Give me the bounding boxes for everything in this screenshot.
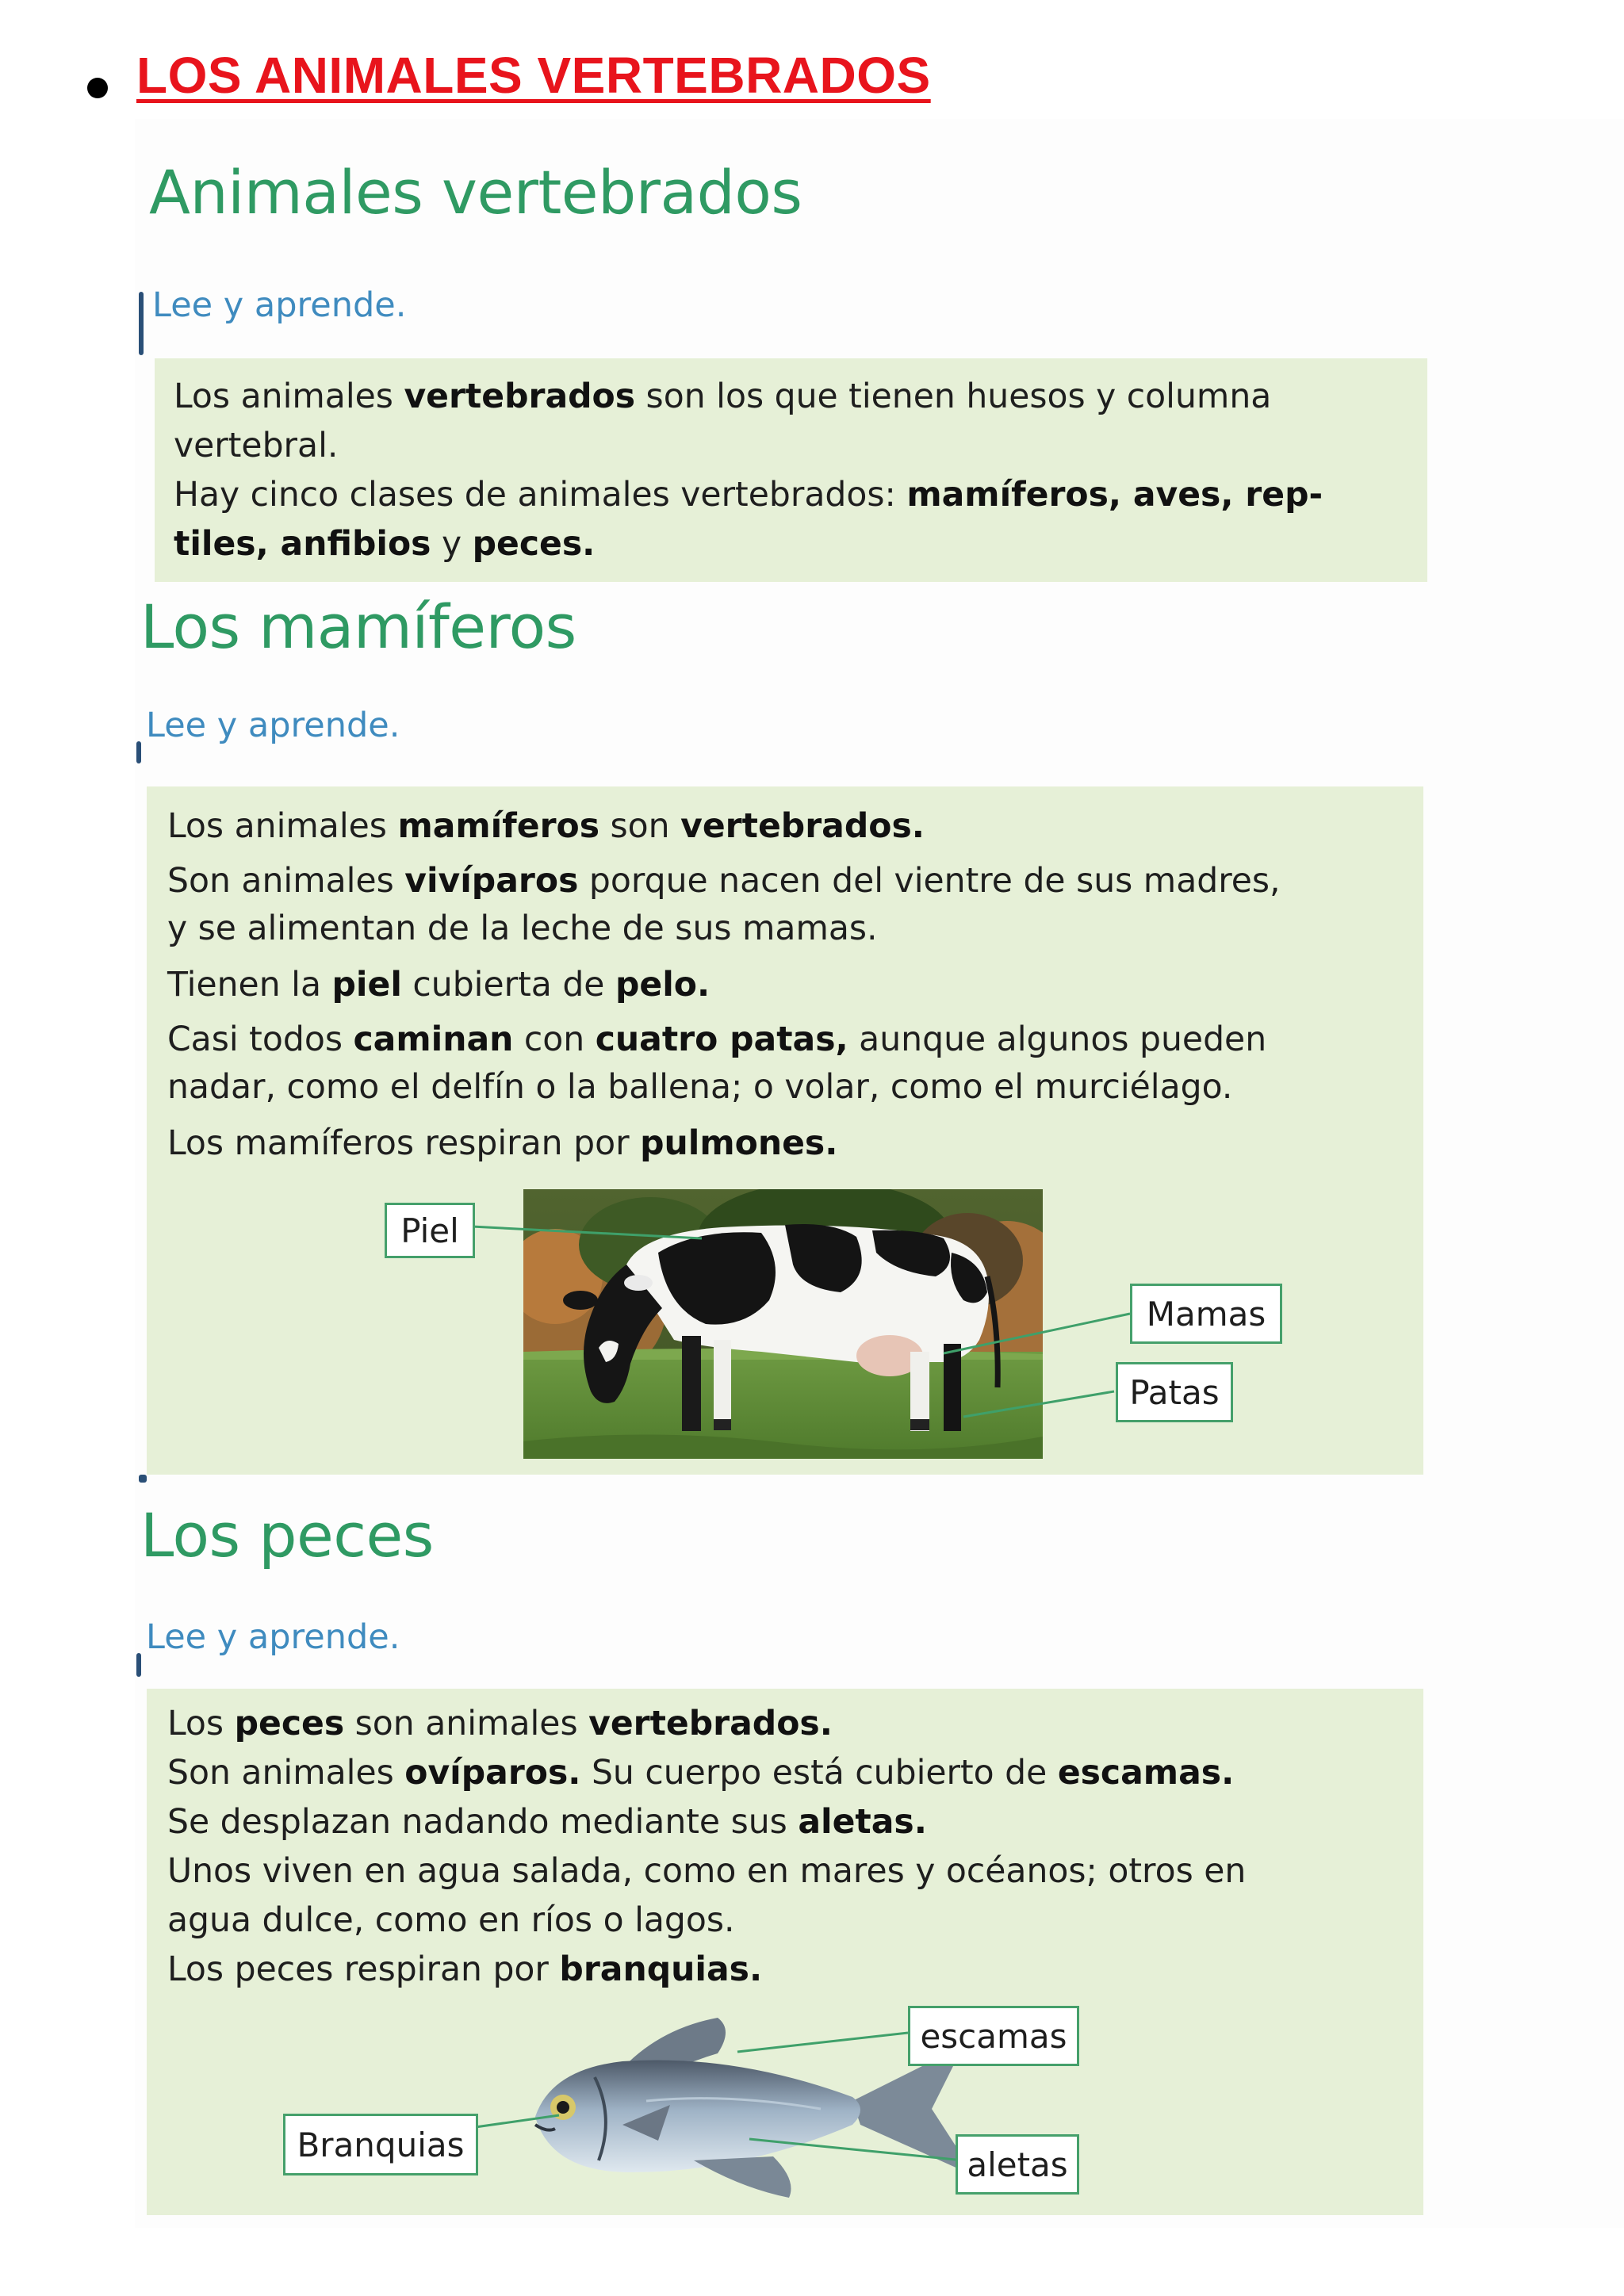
- section-title-peces: Los peces: [140, 1500, 434, 1571]
- text-line: Son animales ovíparos. Su cuerpo está cubierto de escamas.: [167, 1754, 1235, 1793]
- text-line: Casi todos caminan con cuatro patas, aunque algunos pueden: [167, 1020, 1267, 1059]
- label-escamas: escamas: [908, 2006, 1079, 2066]
- instruction-mamiferos: Lee y aprende.: [146, 706, 400, 745]
- instruction-vertebrados: Lee y aprende.: [152, 285, 407, 325]
- text-line: y se alimentan de la leche de sus mamas.: [167, 909, 878, 948]
- text-line: Son animales vivíparos porque nacen del vientre de sus madres,: [167, 862, 1281, 901]
- text-line: Los mamíferos respiran por pulmones.: [167, 1124, 838, 1163]
- text-line: Los animales vertebrados son los que tienen huesos y columna: [174, 377, 1272, 416]
- instruction-marker: [136, 741, 141, 763]
- label-mamas: Mamas: [1130, 1284, 1282, 1344]
- text-line: Los peces respiran por branquias.: [167, 1950, 763, 1989]
- info-box-peces: [147, 1689, 1423, 2215]
- info-box-mamiferos: [147, 786, 1423, 1475]
- text-line: Tienen la piel cubierta de pelo.: [167, 966, 710, 1004]
- section-title-mamiferos: Los mamíferos: [140, 591, 576, 662]
- scan-artifact-mark: [139, 1475, 147, 1483]
- section-title-vertebrados: Animales vertebrados: [149, 157, 802, 228]
- label-piel: Piel: [385, 1203, 475, 1258]
- info-box-vertebrados: [155, 358, 1427, 582]
- text-line: Unos viven en agua salada, como en mares y océanos; otros en: [167, 1852, 1247, 1891]
- text-line: Los peces son animales vertebrados.: [167, 1705, 833, 1743]
- text-line: nadar, como el delfín o la ballena; o volar, como el murciélago.: [167, 1068, 1233, 1107]
- bullet-icon: [87, 78, 108, 98]
- label-patas: Patas: [1116, 1362, 1233, 1422]
- instruction-marker: [139, 292, 144, 355]
- label-aletas: aletas: [956, 2134, 1079, 2195]
- text-line: Se desplazan nadando mediante sus aletas.: [167, 1803, 927, 1842]
- label-branquias: Branquias: [283, 2114, 478, 2175]
- text-line: agua dulce, como en ríos o lagos.: [167, 1901, 735, 1940]
- text-line: Los animales mamíferos son vertebrados.: [167, 807, 925, 846]
- info-text-vertebrados: [174, 373, 1323, 569]
- instruction-marker: [136, 1653, 141, 1677]
- text-line: Hay cinco clases de animales vertebrados: mamíferos, aves, rep-: [174, 476, 1323, 515]
- text-line: tiles, anfibios y peces.: [174, 525, 596, 564]
- text-line: vertebral.: [174, 427, 339, 465]
- instruction-peces: Lee y aprende.: [146, 1617, 400, 1657]
- main-heading: LOS ANIMALES VERTEBRADOS: [136, 47, 931, 104]
